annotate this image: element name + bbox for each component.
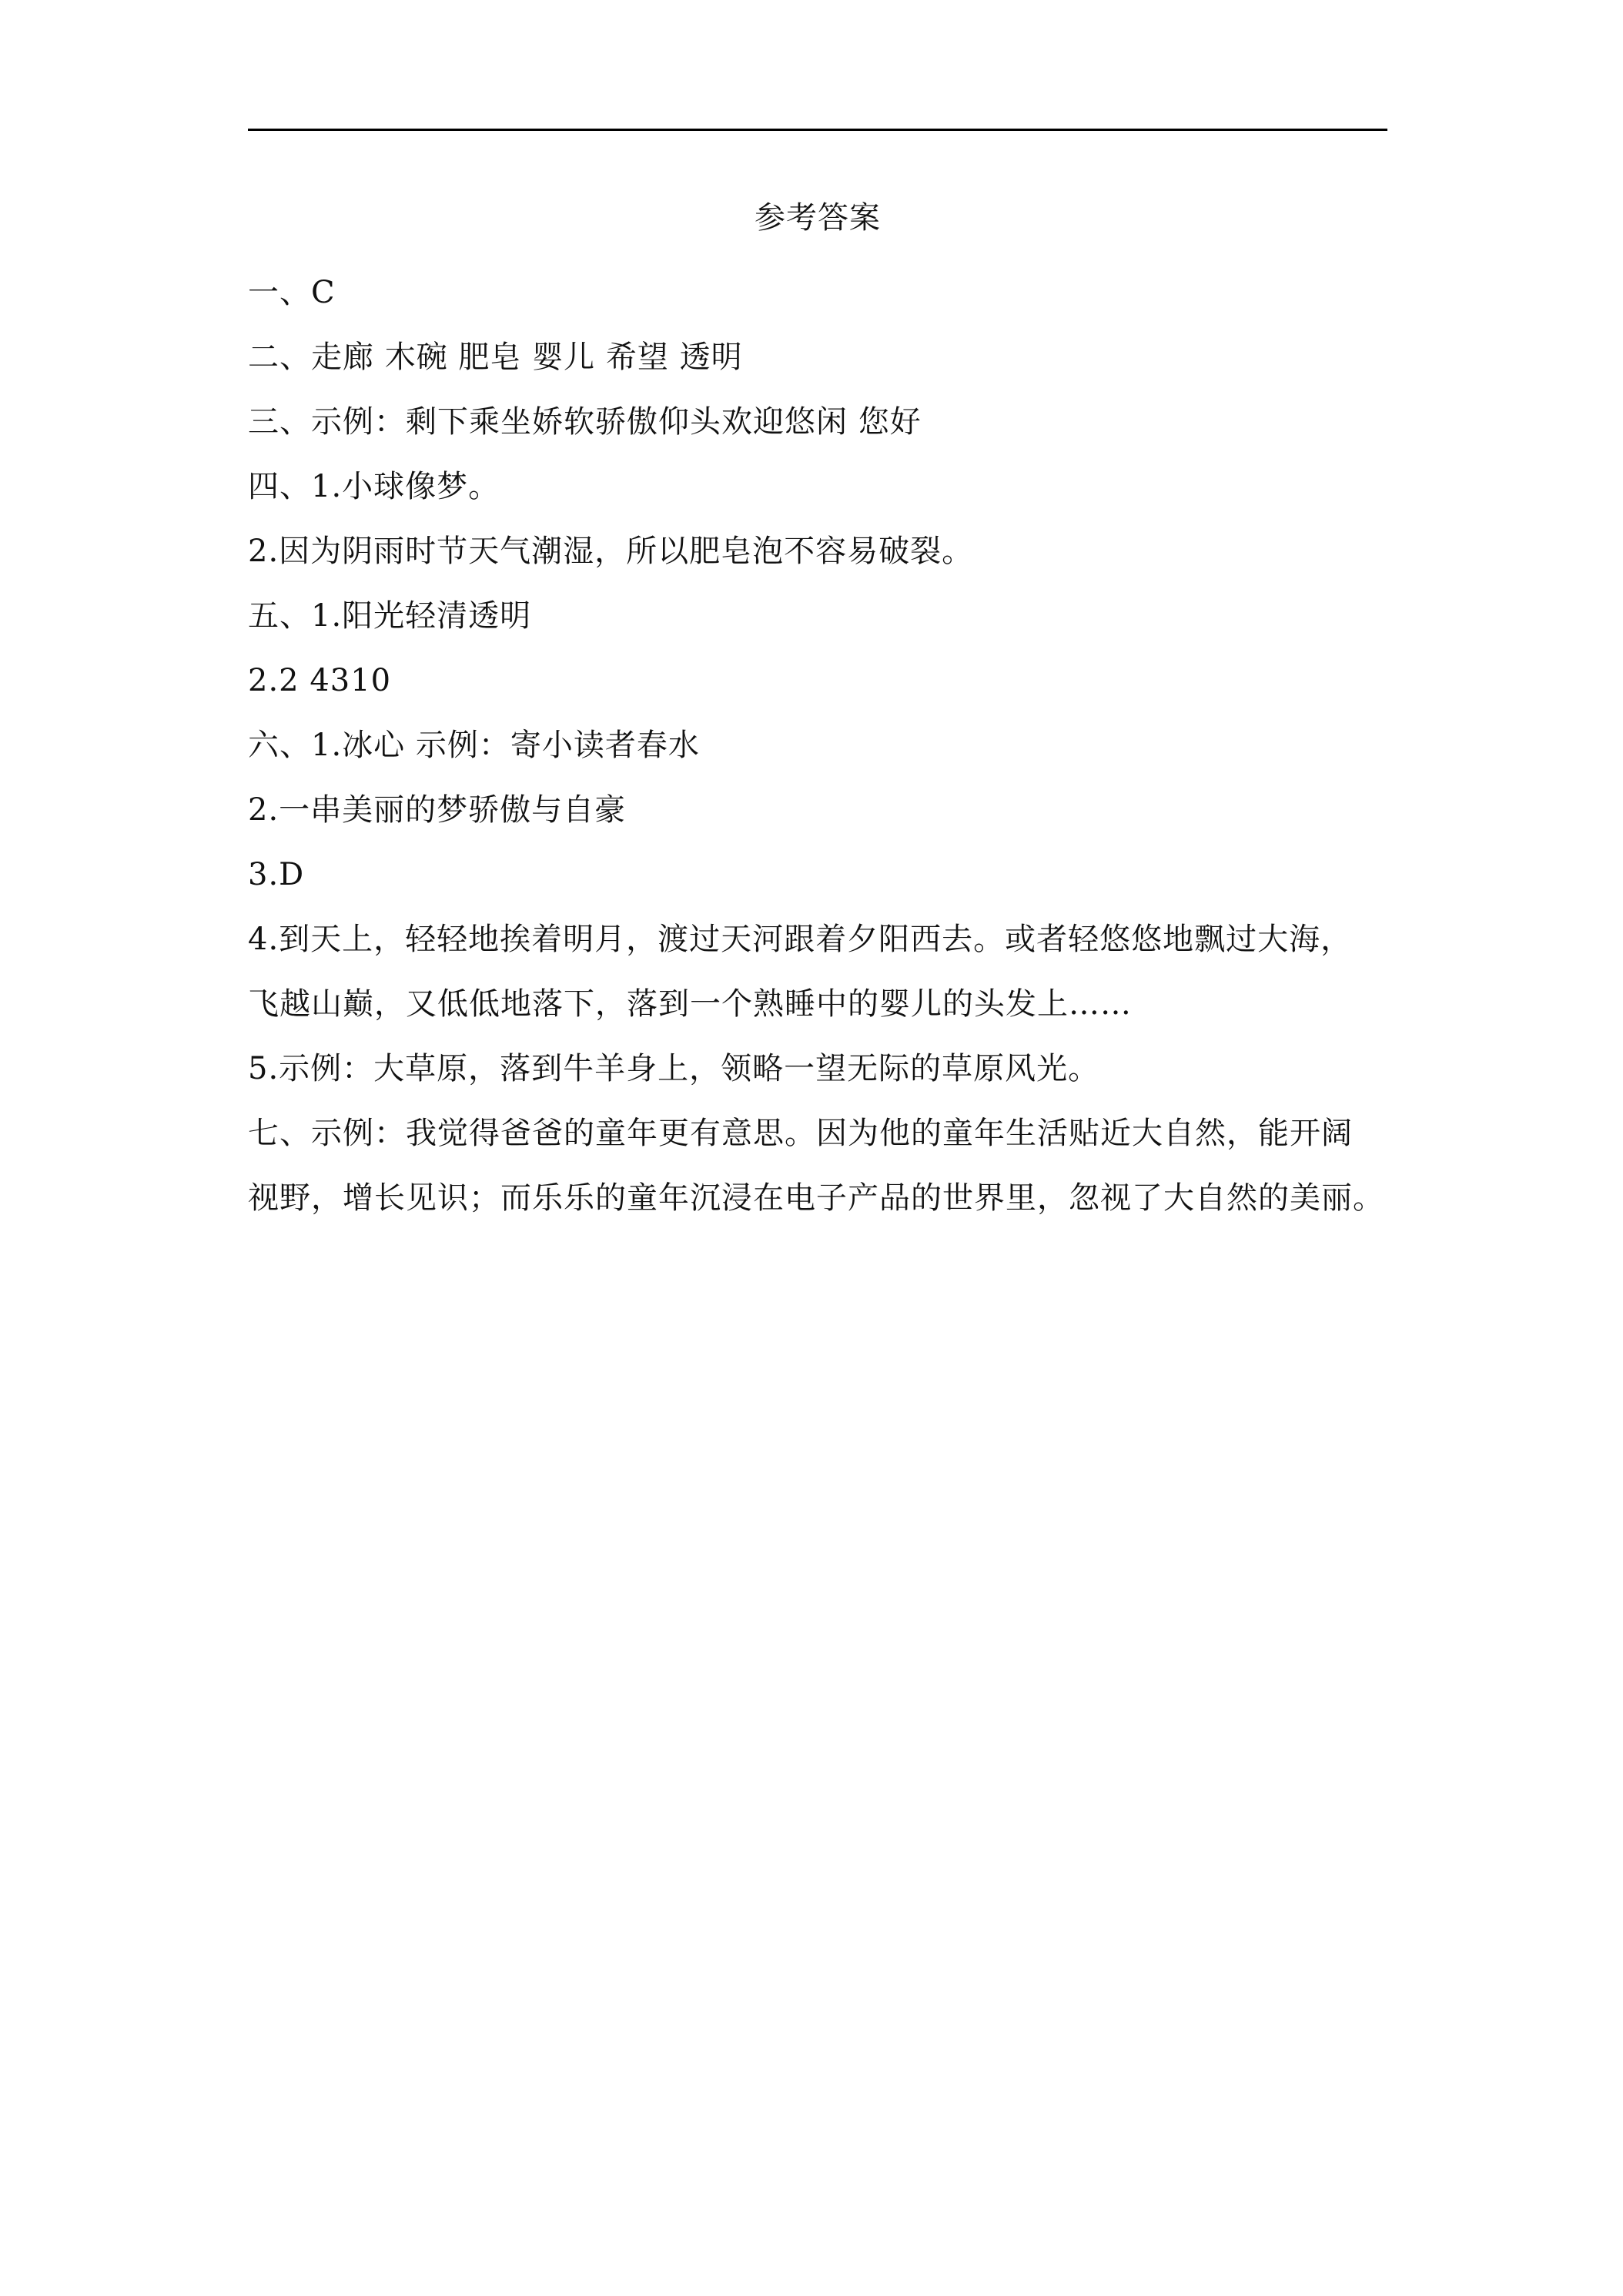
answer-line: 七、示例：我觉得爸爸的童年更有意思。因为他的童年生活贴近大自然，能开阔 [248, 1116, 1353, 1151]
answer-list [248, 260, 1387, 1230]
answer-line: 5.示例：大草原，落到牛羊身上，领略一望无际的草原风光。 [248, 1051, 1100, 1086]
answer-line: 4.到天上，轻轻地挨着明月，渡过天河跟着夕阳西去。或者轻悠悠地飘过大海， [248, 922, 1353, 957]
answer-line: 飞越山巅，又低低地落下，落到一个熟睡中的婴儿的头发上…… [248, 986, 1132, 1022]
answer-line: 视野，增长见识；而乐乐的童年沉浸在电子产品的世界里，忽视了大自然的美丽。 [248, 1180, 1384, 1216]
answer-line: 3.D [248, 857, 305, 892]
answer-line: 2.2 4310 [248, 663, 392, 698]
answer-line: 四、1.小球像梦。 [248, 469, 500, 504]
answer-line: 一、C [248, 275, 336, 310]
answer-line: 六、1.冰心 示例：寄小读者春水 [248, 728, 700, 763]
answer-line: 2.因为阴雨时节天气潮湿，所以肥皂泡不容易破裂。 [248, 534, 974, 569]
answer-line: 三、示例：剩下乘坐娇软骄傲仰头欢迎悠闲 您好 [248, 404, 922, 440]
answer-line: 2.一串美丽的梦骄傲与自豪 [248, 792, 627, 828]
header-rule [248, 129, 1387, 131]
answer-line: 二、走廊 木碗 肥皂 婴儿 希望 透明 [248, 340, 743, 375]
answer-line: 五、1.阳光轻清透明 [248, 598, 532, 634]
page-title: 参考答案 [755, 200, 881, 236]
